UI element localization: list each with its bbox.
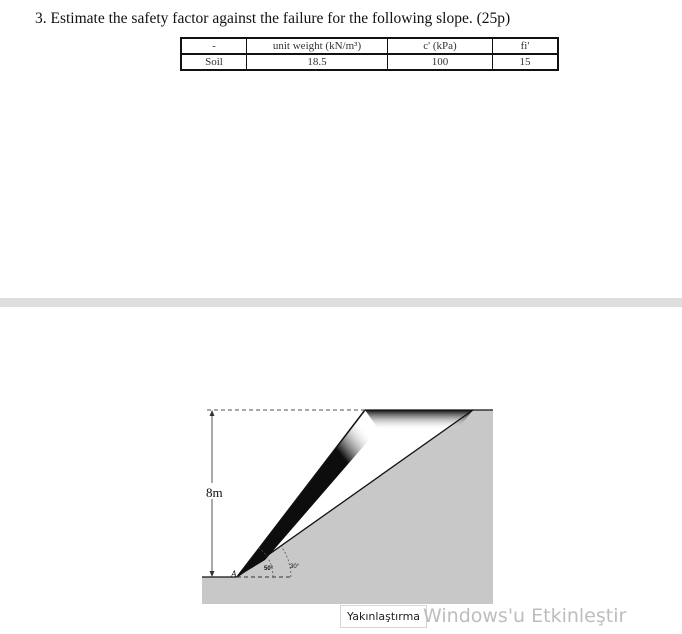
page-divider (0, 298, 682, 307)
soil-properties-table (180, 37, 559, 71)
table-cell: 100 (388, 54, 493, 70)
top-shading (365, 410, 473, 430)
table-cell: Soil (181, 54, 247, 70)
angle-label-steep: 50° (264, 566, 274, 572)
zoom-label[interactable]: Yakınlaştırma (340, 605, 427, 628)
slope-diagram (195, 400, 505, 610)
header-cell: unit weight (kN/m³) (247, 38, 388, 54)
arrow-up-icon (210, 410, 215, 416)
table-cell: 15 (493, 54, 559, 70)
height-label: 8m (206, 485, 223, 500)
table-header-row (181, 38, 558, 54)
table-row (181, 54, 558, 70)
point-a-label: A (231, 569, 237, 579)
angle-label-slope: 30° (290, 564, 300, 570)
table-cell: 18.5 (247, 54, 388, 70)
header-cell: c' (kPa) (388, 38, 493, 54)
header-cell: fi' (493, 38, 559, 54)
header-cell: - (181, 38, 247, 54)
arrow-down-icon (210, 571, 215, 577)
windows-activation-watermark: Windows'u Etkinleştir (423, 605, 627, 627)
question-text: 3. Estimate the safety factor against the failure for the following slope. (25p) (35, 10, 511, 27)
